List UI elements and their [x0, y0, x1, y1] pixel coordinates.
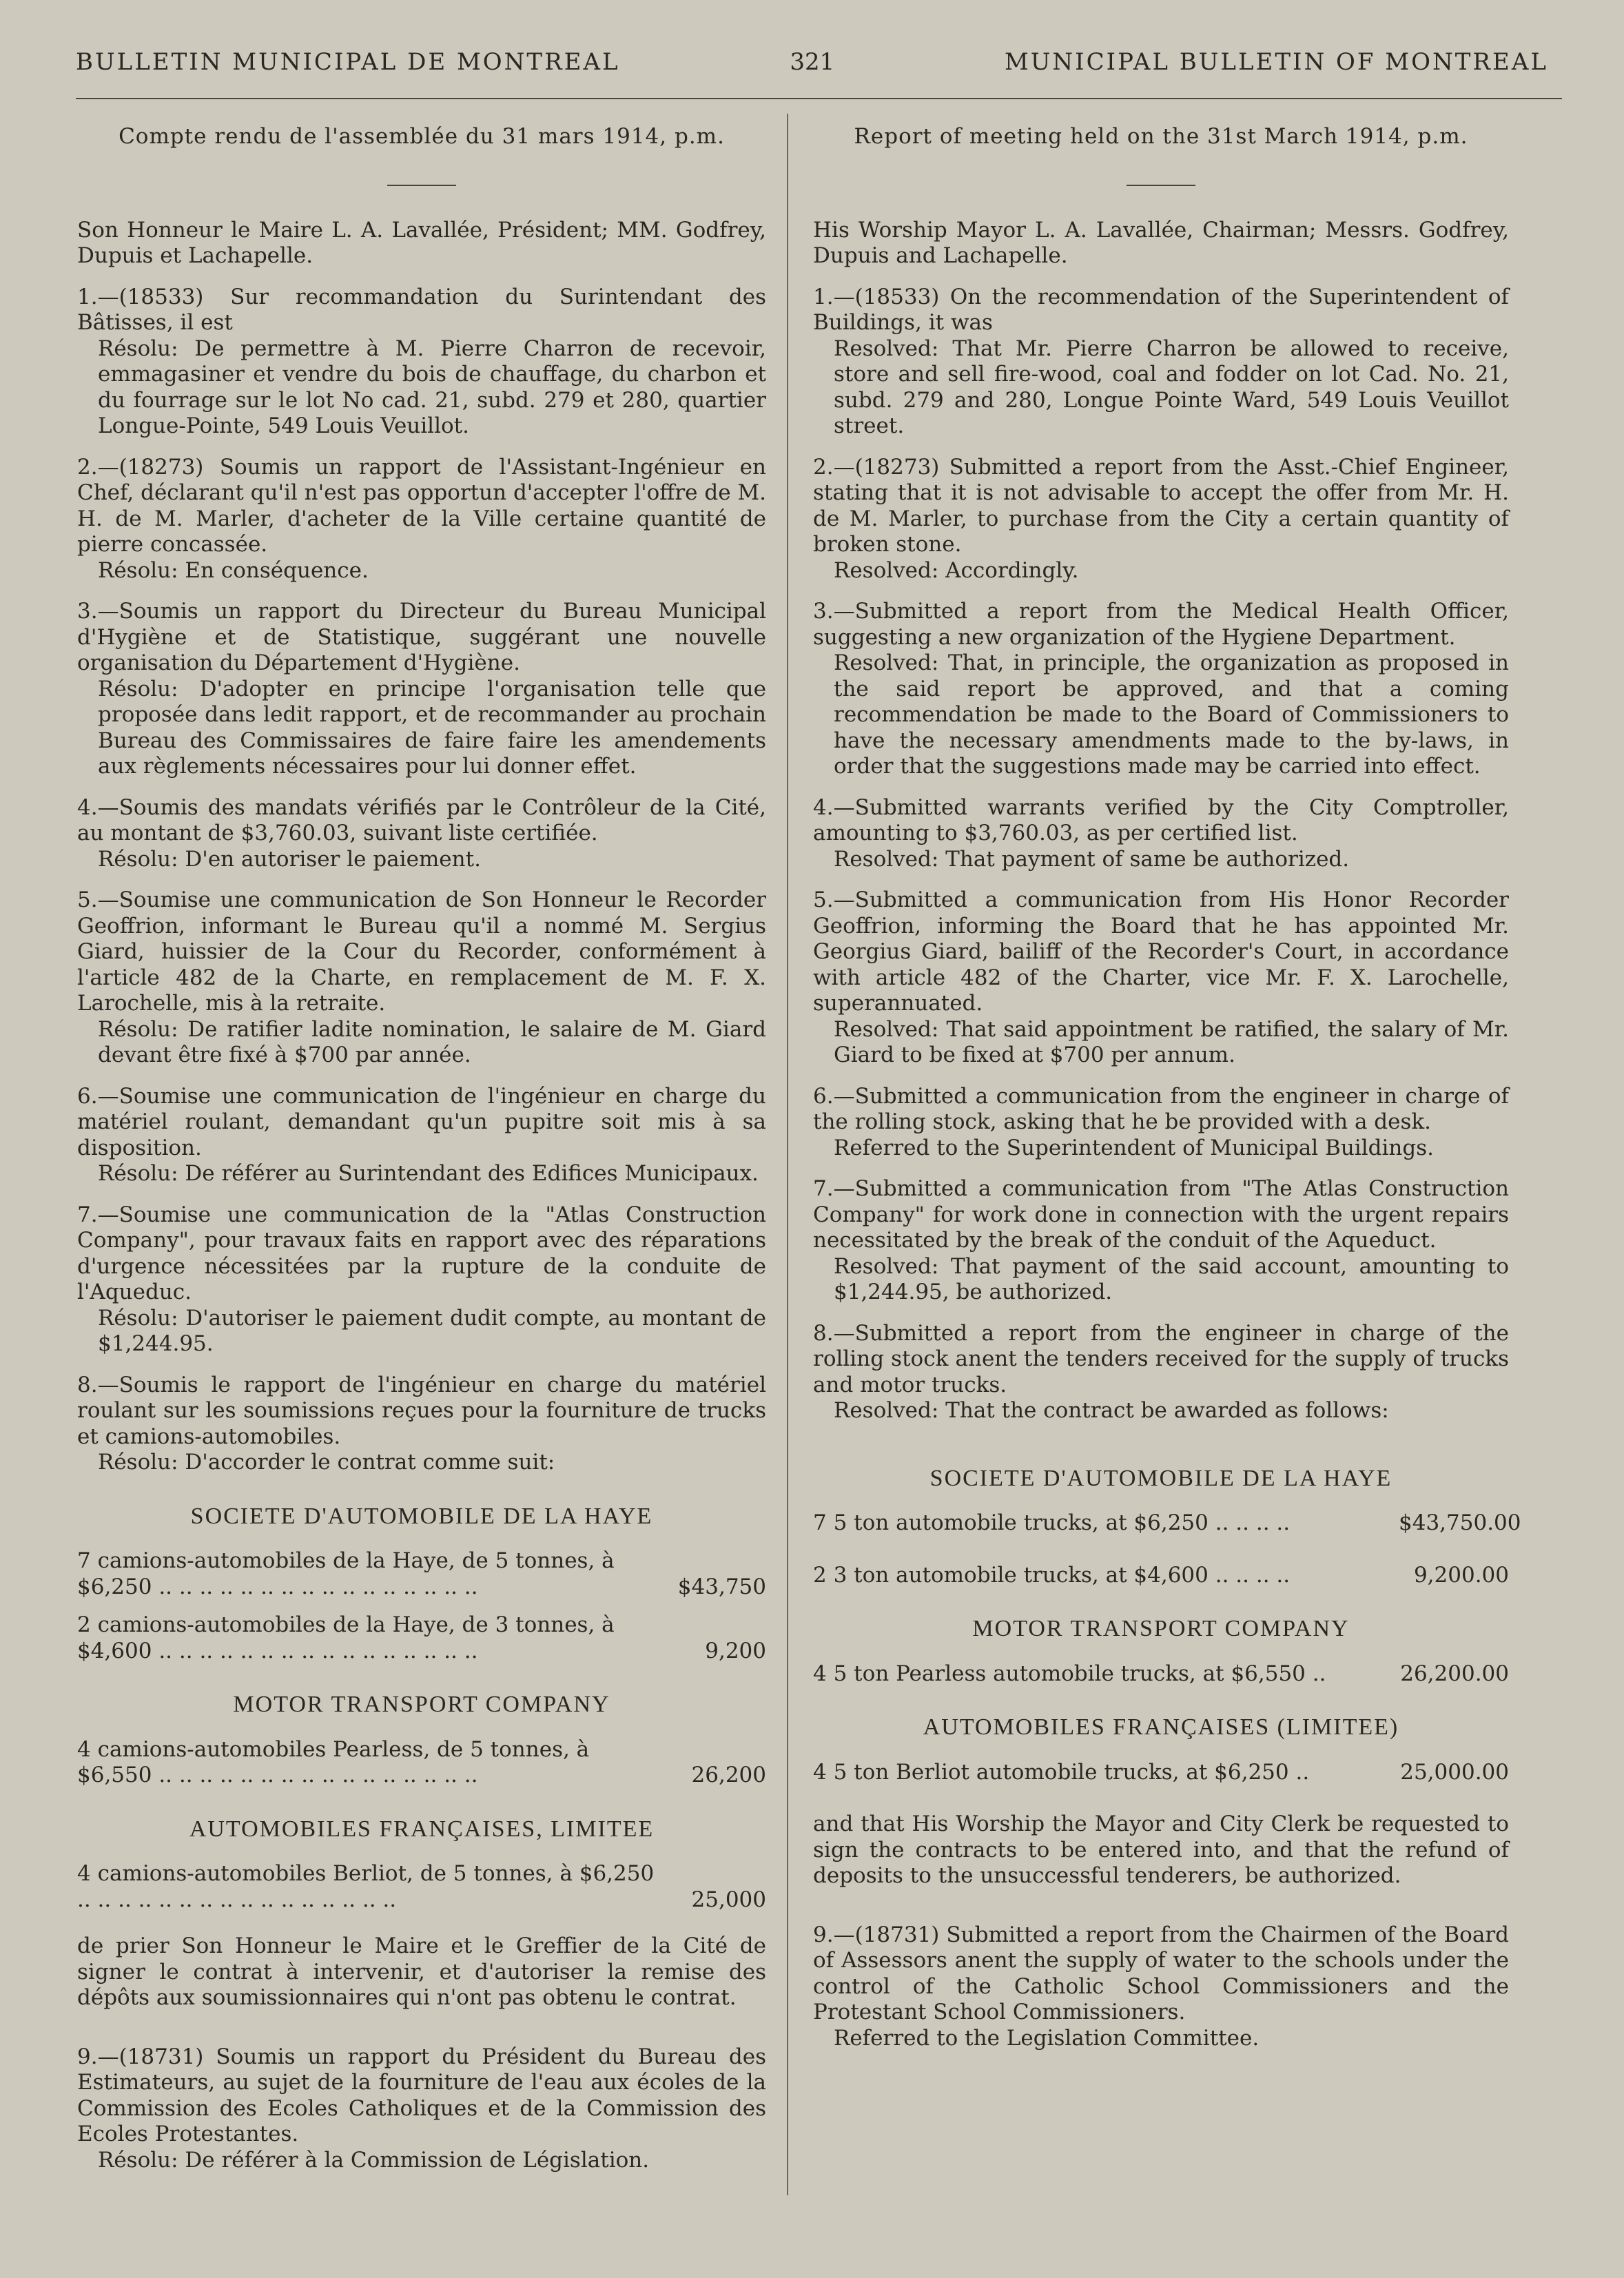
en-section-haye: SOCIETE D'AUTOMOBILE DE LA HAYE	[929, 1465, 1392, 1491]
en-resolution-1: Resolved: That Mr. Pierre Charron be allowed to receive, store and sell fire-wood, coal and fodder on lot Cad. No. 21, subd. 279 and 280, Longue Pointe Ward, 549 Louis Veuillot street.	[834, 336, 1509, 438]
en-resolution-4: Resolved: That payment of same be authorized.	[834, 846, 1350, 872]
fr-amount-berliot: 25,000	[691, 1887, 766, 1912]
en-resolution-5: Resolved: That said appointment be ratified, the salary of Mr. Giard to be fixed at $700 per annum.	[834, 1016, 1509, 1067]
fr-resolution-5: Résolu: De ratifier ladite nomination, le salaire de M. Giard devant être fixé à $700 par année.	[98, 1016, 766, 1067]
fr-section-francaises: AUTOMOBILES FRANÇAISES, LIMITEE	[189, 1816, 655, 1842]
en-item-2: 2.—(18273) Submitted a report from the Asst.-Chief Engineer, stating that it is not advisable to accept the offer from Mr. H. de M. Marler, to purchase from the City a certain quantity of broken stone. Resolved: Accordingly.	[813, 454, 1509, 583]
en-section-francaises: AUTOMOBILES FRANÇAISES (LIMITEE)	[923, 1714, 1399, 1740]
fr-item-7: 7.—Soumise une communication de la "Atlas Construction Company", pour travaux faits en rapport avec des réparations d'urgence nécessitées par la rupture de la conduite de l'Aqueduc. Résolu: D'autoriser le paiement dudit compte, au montant de $1,244.95.	[77, 1202, 766, 1356]
fr-resolution-8: Résolu: D'accorder le contrat comme suit:	[98, 1450, 555, 1475]
en-resolution-2: Resolved: Accordingly.	[834, 557, 1079, 583]
en-resolution-9: Referred to the Legislation Committee.	[834, 2025, 1260, 2051]
en-item-8: 8.—Submitted a report from the engineer in charge of the rolling stock anent the tenders received for the supply of trucks and motor trucks. Resolved: That the contract be awarded as follows:	[813, 1320, 1509, 1423]
en-resolution-7: Resolved: That payment of the said account, amounting to $1,244.95, be authorized.	[834, 1253, 1509, 1304]
english-column	[813, 124, 1521, 2066]
en-title: Report of meeting held on the 31st March 1914, p.m.	[854, 124, 1468, 149]
en-item-9: 9.—(18731) Submitted a report from the Chairmen of the Board of Assessors anent the supply of water to the schools under the control of the Catholic School Commissioners and the Protestant School Commissioners. Referred to the Legislation Committee.	[813, 1922, 1509, 2051]
fr-amount-haye-5t: $43,750	[677, 1574, 766, 1599]
en-row-haye-5t: 7 5 ton automobile trucks, at $6,250 .. .. .. .. $43,750.00	[813, 1510, 1521, 1535]
en-item-5: 5.—Submitted a communication from His Honor Recorder Geoffrion, informing the Board that he has appointed Mr. Georgius Giard, bailiff of the Recorder's Court, in accordance with article 482 of the Charter, vice Mr. F. X. Larochelle, superannuated. Resolved: That said appointment be ratified, the salary of Mr. Giard to be fixed at $700 per annum.	[813, 887, 1509, 1067]
column-divider	[787, 114, 788, 2195]
en-row-haye-3t: 2 3 ton automobile trucks, at $4,600 .. .. .. .. 9,200.00	[813, 1562, 1509, 1588]
fr-row-haye-5t: 7 camions-automobiles de la Haye, de 5 tonnes, à $6,250 .. .. .. .. .. .. .. .. .. .. .. .. .. .. .. .. $43,750	[77, 1548, 766, 1599]
fr-title: Compte rendu de l'assemblée du 31 mars 1914, p.m.	[119, 124, 725, 149]
en-closing: and that His Worship the Mayor and City Clerk be requested to sign the contracts to be entered into, and that the refund of deposits to the unsuccessful tenderers, be authorized.	[813, 1812, 1509, 1888]
en-resolution-6: Referred to the Superintendent of Municipal Buildings.	[834, 1135, 1434, 1160]
fr-resolution-4: Résolu: D'en autoriser le paiement.	[98, 846, 481, 872]
fr-resolution-9: Résolu: De référer à la Commission de Législation.	[98, 2147, 650, 2173]
fr-item-1: 1.—(18533) Sur recommandation du Surintendant des Bâtisses, il est Résolu: De permettre à M. Pierre Charron de recevoir, emmagasiner et vendre du bois de chauffage, du charbon et du fourrage sur le lot No cad. 21, subd. 279 et 280, quartier Longue-Pointe, 549 Louis Veuillot.	[77, 284, 766, 438]
en-item-4: 4.—Submitted warrants verified by the City Comptroller, amounting to $3,760.03, as per certified list. Resolved: That payment of same be authorized.	[813, 794, 1509, 872]
fr-item-5: 5.—Soumise une communication de Son Honneur le Recorder Geoffrion, informant le Bureau qu'il a nommé M. Sergius Giard, huissier de la Cour du Recorder, conformément à l'article 482 de la Charte, en remplacement de M. F. X. Larochelle, mis à la retraite. Résolu: De ratifier ladite nomination, le salaire de M. Giard devant être fixé à $700 par année.	[77, 887, 766, 1067]
en-item-6: 6.—Submitted a communication from the engineer in charge of the rolling stock, asking that he be provided with a desk. Referred to the Superintendent of Municipal Buildings.	[813, 1083, 1509, 1160]
fr-item-9: 9.—(18731) Soumis un rapport du Président du Bureau des Estimateurs, au sujet de la fourniture de l'eau aux écoles de la Commission des Ecoles Catholiques et de la Commission des Ecoles Protestantes. Résolu: De référer à la Commission de Législation.	[77, 2044, 766, 2173]
fr-row-berliot: 4 camions-automobiles Berliot, de 5 tonnes, à $6,250 .. .. .. .. .. .. .. .. .. .. .. .. .. .. .. .. 25,000	[77, 1861, 766, 1912]
fr-title-rule	[387, 185, 456, 186]
en-resolution-8: Resolved: That the contract be awarded as follows:	[834, 1398, 1389, 1423]
page-number: 321	[790, 48, 835, 76]
en-amount-berliot: 25,000.00	[1400, 1759, 1509, 1785]
fr-row-pearless: 4 camions-automobiles Pearless, de 5 tonnes, à $6,550 .. .. .. .. .. .. .. .. .. .. .. .. .. .. .. .. 26,200	[77, 1736, 766, 1787]
en-title-rule	[1127, 185, 1195, 186]
fr-item-8: 8.—Soumis le rapport de l'ingénieur en charge du matériel roulant sur les soumissions reçues pour la fourniture de trucks et camions-automobiles. Résolu: D'accorder le contrat comme suit:	[77, 1372, 766, 1475]
fr-amount-pearless: 26,200	[691, 1763, 766, 1787]
en-row-berliot: 4 5 ton Berliot automobile trucks, at $6,250 .. 25,000.00	[813, 1759, 1509, 1785]
fr-item-4: 4.—Soumis des mandats vérifiés par le Contrôleur de la Cité, au montant de $3,760.03, suivant liste certifiée. Résolu: D'en autoriser le paiement.	[77, 794, 766, 872]
en-item-1: 1.—(18533) On the recommendation of the Superintendent of Buildings, it was Resolved: That Mr. Pierre Charron be allowed to receive, store and sell fire-wood, coal and fodder on lot Cad. No. 21, subd. 279 and 280, Longue Pointe Ward, 549 Louis Veuillot street.	[813, 284, 1509, 438]
header-rule	[76, 98, 1562, 99]
fr-item-2: 2.—(18273) Soumis un rapport de l'Assistant-Ingénieur en Chef, déclarant qu'il n'est pas opportun d'accepter l'offre de M. H. de M. Marler, d'acheter de la Ville certaine quantité de pierre concassée. Résolu: En conséquence.	[77, 454, 766, 583]
fr-resolution-3: Résolu: D'adopter en principe l'organisation telle que proposée dans ledit rapport, et de recommander au prochain Bureau des Commissaires de faire faire les amendements aux règlements nécessaires pour lui donner effet.	[98, 676, 766, 779]
en-row-pearless: 4 5 ton Pearless automobile trucks, at $6,550 .. 26,200.00	[813, 1661, 1509, 1686]
fr-resolution-6: Résolu: De référer au Surintendant des Edifices Municipaux.	[98, 1161, 759, 1186]
header-right: MUNICIPAL BULLETIN OF MONTREAL	[1004, 48, 1548, 76]
en-item-3: 3.—Submitted a report from the Medical Health Officer, suggesting a new organization of the Hygiene Department. Resolved: That, in principle, the organization as proposed in the said report be approved, and that a coming recommendation be made to the Board of Commissioners to have the necessary amendments made to the by-laws, in order that the suggestions made may be carried into effect.	[813, 599, 1509, 779]
fr-section-haye: SOCIETE D'AUTOMOBILE DE LA HAYE	[190, 1503, 653, 1529]
en-members: His Worship Mayor L. A. Lavallée, Chairman; Messrs. Godfrey, Dupuis and Lachapelle.	[813, 217, 1509, 268]
fr-amount-haye-3t: 9,200	[705, 1638, 766, 1663]
en-item-7: 7.—Submitted a communication from "The Atlas Construction Company" for work done in connection with the urgent repairs necessitated by the break of the conduit of the Aqueduct. Resolved: That payment of the said account, amounting to $1,244.95, be authorized.	[813, 1176, 1509, 1304]
fr-item-6: 6.—Soumise une communication de l'ingénieur en charge du matériel roulant, demandant qu'un pupitre soit mis à sa disposition. Résolu: De référer au Surintendant des Edifices Municipaux.	[77, 1083, 766, 1186]
en-amount-haye-5t: $43,750.00	[1399, 1510, 1521, 1535]
fr-resolution-7: Résolu: D'autoriser le paiement dudit compte, au montant de $1,244.95.	[98, 1305, 766, 1356]
fr-section-motor: MOTOR TRANSPORT COMPANY	[233, 1692, 610, 1717]
fr-closing: de prier Son Honneur le Maire et le Greffier de la Cité de signer le contrat à intervenir, et d'autoriser la remise des dépôts aux soumissionnaires qui n'ont pas obtenu le contrat.	[77, 1933, 766, 2010]
french-column	[77, 124, 766, 2188]
en-section-motor: MOTOR TRANSPORT COMPANY	[972, 1616, 1350, 1641]
fr-row-haye-3t: 2 camions-automobiles de la Haye, de 3 tonnes, à $4,600 .. .. .. .. .. .. .. .. .. .. .. .. .. .. .. .. 9,200	[77, 1612, 766, 1663]
fr-resolution-1: Résolu: De permettre à M. Pierre Charron de recevoir, emmagasiner et vendre du bois de chauffage, du charbon et du fourrage sur le lot No cad. 21, subd. 279 et 280, quartier Longue-Pointe, 549 Louis Veuillot.	[98, 336, 766, 438]
en-amount-haye-3t: 9,200.00	[1413, 1562, 1509, 1588]
en-resolution-3: Resolved: That, in principle, the organization as proposed in the said report be approved, and that a coming recommendation be made to the Board of Commissioners to have the necessary amendments made to the by-laws, in order that the suggestions made may be carried into effect.	[834, 650, 1509, 779]
en-amount-pearless: 26,200.00	[1400, 1661, 1509, 1686]
fr-members: Son Honneur le Maire L. A. Lavallée, Président; MM. Godfrey, Dupuis et Lachapelle.	[77, 217, 766, 268]
running-header	[76, 34, 1548, 90]
fr-item-3: 3.—Soumis un rapport du Directeur du Bureau Municipal d'Hygiène et de Statistique, suggérant une nouvelle organisation du Département d'Hygiène. Résolu: D'adopter en principe l'organisation telle que proposée dans ledit rapport, et de recommander au prochain Bureau des Commissaires de faire faire les amendements aux règlements nécessaires pour lui donner effet.	[77, 599, 766, 779]
fr-resolution-2: Résolu: En conséquence.	[98, 557, 369, 583]
header-left: BULLETIN MUNICIPAL DE MONTREAL	[76, 48, 620, 76]
